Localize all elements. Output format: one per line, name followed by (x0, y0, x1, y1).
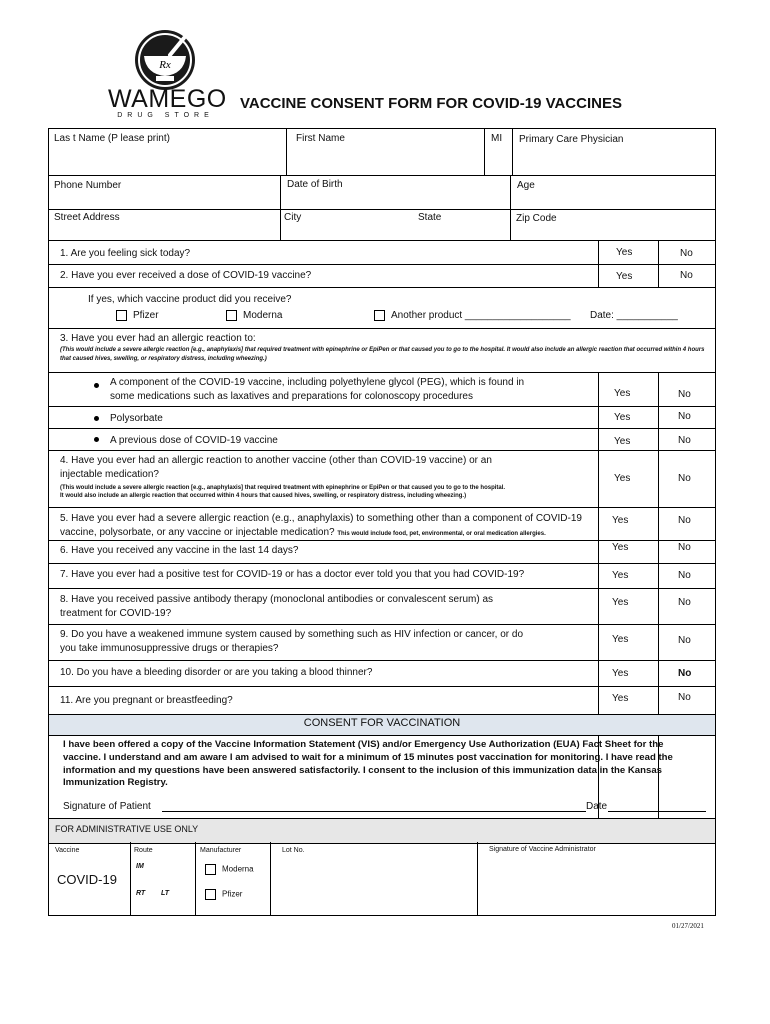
question-10: 10. Do you have a bleeding disorder or are you taking a blood thinner? (60, 667, 373, 678)
option-label: Moderna (243, 310, 283, 322)
consent-line-2: vaccine. I understand and am aware I am advised to wait for a minimum of 15 minutes post vaccination for monitoring. I have read the (63, 751, 673, 763)
previous-dose-date[interactable]: Date: ___________ (590, 310, 678, 321)
question-8 (60, 593, 493, 621)
checkbox-icon (205, 889, 216, 900)
question-8-line1: 8. Have you received passive antibody therapy (monoclonal antibodies or convalescent serum) as (60, 594, 494, 605)
yes-option[interactable]: Yes (616, 247, 633, 258)
no-option[interactable]: No (678, 435, 691, 446)
dob-field[interactable]: Date of Birth (287, 179, 343, 190)
question-9-line2: you take immunosuppressive drugs or therapies? (60, 643, 279, 654)
moderna-checkbox[interactable] (226, 310, 282, 321)
checkbox-icon (116, 310, 127, 321)
lot-number-field[interactable]: Lot No. (282, 847, 305, 854)
phone-field[interactable]: Phone Number (54, 180, 122, 191)
bullet-icon (94, 437, 99, 442)
checkbox-icon (205, 864, 216, 875)
question-5-line1: 5. Have you ever had a severe allergic reaction (e.g., anaphylaxis) to something other than a component of COVID-19 (60, 513, 582, 524)
consent-text (63, 739, 703, 790)
question-1: 1. Are you feeling sick today? (60, 248, 191, 259)
consent-line-3: information and my questions have been answered satisfactorily. I consent to the inclusion of this immunization data in the Kansas (63, 764, 663, 776)
question-9 (60, 628, 523, 656)
date-line[interactable] (608, 811, 706, 812)
consent-heading: CONSENT FOR VACCINATION (303, 717, 461, 729)
vaccine-value: COVID-19 (57, 872, 117, 887)
question-8-line2: treatment for COVID-19? (60, 608, 172, 619)
yes-option[interactable]: Yes (614, 412, 631, 423)
manufacturer-option: Pfizer (222, 889, 243, 899)
question-5-note: This would include food, pet, environmental, or oral medication allergies. (337, 531, 546, 537)
no-option[interactable]: No (678, 692, 691, 703)
question-2-followup: If yes, which vaccine product did you receive? (88, 294, 292, 305)
option-label: Another product ___________________ (391, 310, 571, 322)
yes-option[interactable]: Yes (612, 668, 629, 679)
question-4 (60, 454, 492, 482)
moderna-manufacturer-checkbox[interactable] (205, 864, 254, 875)
street-field[interactable]: Street Address (54, 212, 120, 223)
no-option[interactable]: No (678, 473, 691, 484)
manufacturer-label: Manufacturer (200, 847, 242, 854)
yes-option[interactable]: Yes (612, 542, 629, 553)
route-im[interactable]: IM (136, 863, 144, 870)
question-6: 6. Have you received any vaccine in the last 14 days? (60, 545, 299, 556)
yes-option[interactable]: Yes (612, 515, 629, 526)
question-11: 11. Are you pregnant or breastfeeding? (60, 695, 233, 706)
yes-option[interactable]: Yes (614, 388, 631, 399)
no-option[interactable]: No (678, 389, 691, 400)
no-option[interactable]: No (680, 248, 693, 259)
middle-initial-field[interactable]: MI (491, 133, 503, 144)
administrator-signature-field[interactable]: Signature of Vaccine Administrator (489, 846, 596, 853)
logo-monogram: Rx (159, 59, 171, 71)
signature-line[interactable] (162, 811, 586, 812)
route-rt[interactable]: RT (136, 890, 146, 897)
form-revision-date: 01/27/2021 (672, 922, 704, 930)
yes-option[interactable]: Yes (612, 570, 629, 581)
age-field[interactable]: Age (517, 180, 535, 191)
consent-line-4: Immunization Registry. (63, 777, 168, 789)
question-4-note-line2: It would also include an allergic reaction that occurred within 4 hours that caused hives, swelling, or respiratory distress, including wheezing.) (60, 493, 467, 499)
question-3a-line2: some medications such as laxatives and preparations for colonoscopy procedures (110, 391, 473, 402)
first-name-field[interactable]: First Name (296, 133, 345, 144)
yes-option[interactable]: Yes (616, 271, 633, 282)
route-label: Route (134, 847, 153, 854)
city-field[interactable]: City (284, 212, 302, 223)
pfizer-manufacturer-checkbox[interactable] (205, 889, 242, 900)
route-lt[interactable]: LT (161, 890, 170, 897)
logo-tagline: DRUG STORE (117, 112, 214, 119)
pfizer-checkbox[interactable] (116, 310, 159, 321)
another-product-checkbox[interactable] (374, 310, 571, 321)
yes-option[interactable]: Yes (612, 597, 629, 608)
question-3a-line1: A component of the COVID-19 vaccine, including polyethylene glycol (PEG), which is found in (110, 377, 525, 388)
signature-label: Signature of Patient (63, 801, 151, 812)
manufacturer-option: Moderna (222, 864, 254, 874)
no-option[interactable]: No (680, 270, 693, 281)
last-name-field[interactable]: Las t Name (P lease print) (54, 133, 170, 144)
option-label: Pfizer (133, 310, 159, 322)
date-label: Date (586, 801, 608, 812)
yes-option[interactable]: Yes (612, 693, 629, 704)
no-option[interactable]: No (678, 542, 691, 553)
consent-line-1: I have been offered a copy of the Vaccine Information Statement (VIS) and/or Emergency Use Authorization (EUA) Fact Sheet for the (63, 739, 664, 750)
question-5 (60, 512, 582, 540)
no-option[interactable]: No (678, 570, 691, 581)
no-option[interactable]: No (678, 411, 691, 422)
yes-option[interactable]: Yes (614, 436, 631, 447)
question-5-line2: vaccine, polysorbate, or any vaccine or injectable medication? (60, 527, 335, 538)
bullet-icon (94, 416, 99, 421)
question-3: 3. Have you ever had an allergic reaction to: (60, 333, 256, 344)
vaccine-label: Vaccine (55, 847, 80, 854)
question-2: 2. Have you ever received a dose of COVID-19 vaccine? (60, 270, 312, 281)
physician-field[interactable]: Primary Care Physician (519, 134, 624, 145)
checkbox-icon (226, 310, 237, 321)
question-7: 7. Have you ever had a positive test for COVID-19 or has a doctor ever told you that you had COVID-19? (60, 569, 525, 580)
question-4-note (60, 484, 505, 500)
logo-name: WAMEGO (108, 85, 227, 113)
bullet-icon (94, 383, 99, 388)
question-3-note: (This would include a severe allergic reaction [e.g., anaphylaxis] that required treatment with epinephrine or EpiPen or that caused you to go to the hospital. It would also include an allergic reaction that occurred within 4 hours that caused hives, swelling, or respiratory distress, including wheezing.) (60, 347, 705, 362)
question-4-line1: 4. Have you ever had an allergic reaction to another vaccine (other than COVID-19 vaccine) or an (60, 455, 492, 466)
no-option[interactable]: No (678, 635, 691, 646)
admin-heading: FOR ADMINISTRATIVE USE ONLY (55, 824, 199, 834)
no-option[interactable]: No (678, 668, 692, 679)
question-4-note-line1: (This would include a severe allergic reaction [e.g., anaphylaxis] that required treatment with epinephrine or EpiPen or that caused you to go to the hospital. (60, 485, 506, 491)
question-3b: Polysorbate (110, 413, 163, 424)
no-option[interactable]: No (678, 515, 691, 526)
yes-option[interactable]: Yes (612, 634, 629, 645)
question-9-line1: 9. Do you have a weakened immune system caused by something such as HIV infection or cancer, or do (60, 629, 524, 640)
question-3c: A previous dose of COVID-19 vaccine (110, 435, 278, 446)
question-3a (110, 376, 524, 404)
checkbox-icon (374, 310, 385, 321)
yes-option[interactable]: Yes (614, 473, 631, 484)
question-4-line2: injectable medication? (60, 469, 159, 480)
form-title: VACCINE CONSENT FORM FOR COVID-19 VACCINES (240, 95, 622, 112)
state-field[interactable]: State (418, 212, 442, 223)
zip-field[interactable]: Zip Code (516, 213, 557, 224)
no-option[interactable]: No (678, 597, 691, 608)
store-logo (108, 22, 227, 122)
